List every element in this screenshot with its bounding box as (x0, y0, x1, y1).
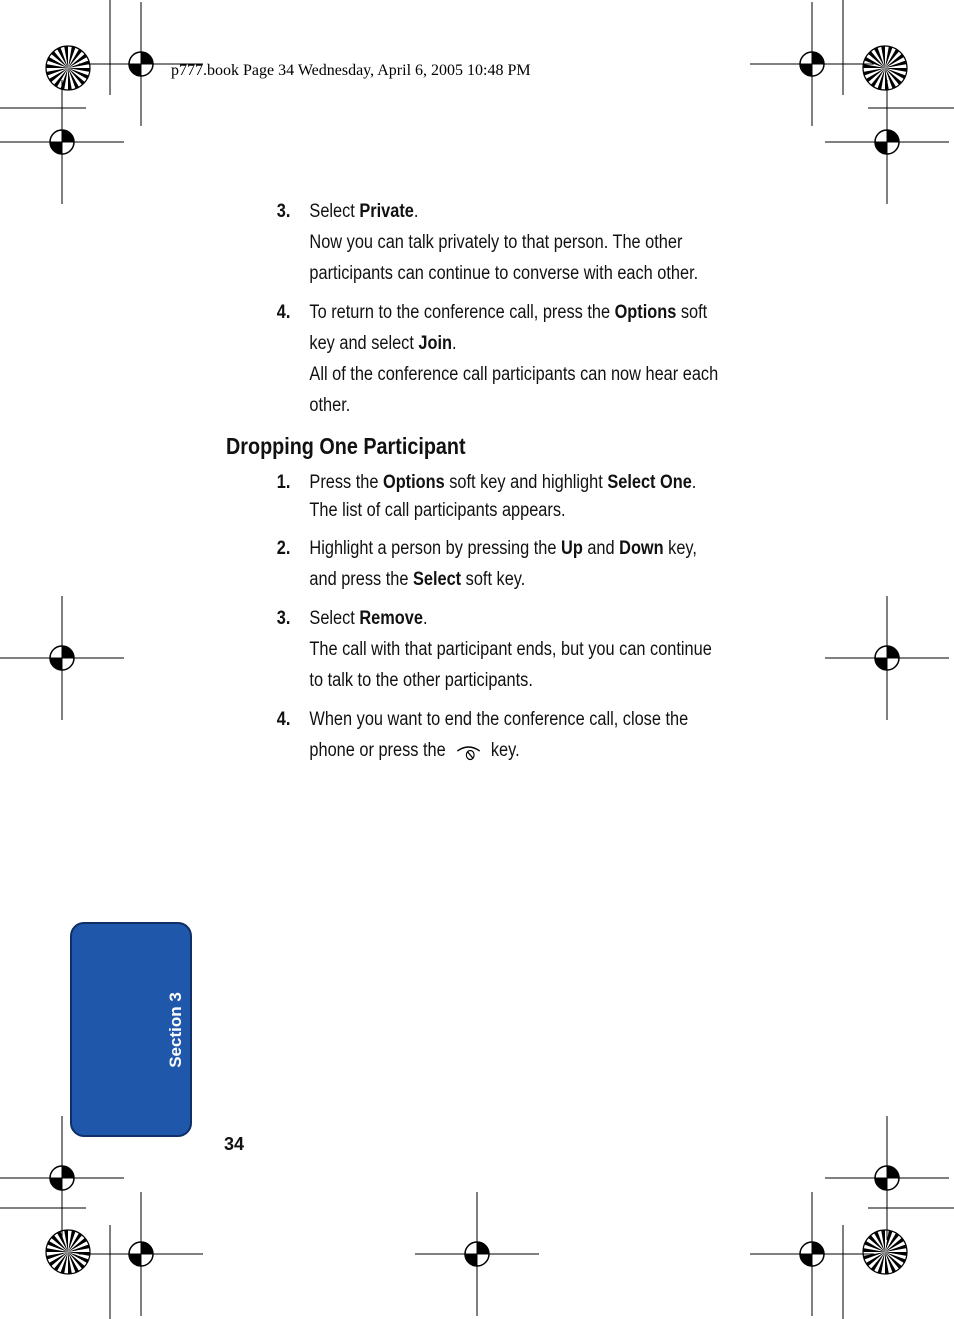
end-call-icon (454, 741, 483, 761)
registration-target-mark (825, 80, 949, 204)
registration-target-mark (750, 2, 874, 126)
step-detail: All of the conference call participants can now hear each (309, 364, 719, 385)
registration-target-mark (750, 1192, 874, 1316)
step-text: Select (309, 608, 360, 629)
step-text: . (452, 333, 457, 354)
step-remove (226, 603, 806, 696)
step-text: . (413, 201, 419, 222)
step-detail: participants can continue to converse with each other. (309, 263, 699, 284)
step-text: key, (663, 538, 697, 559)
step-text: When you want to end the conference call, close the (309, 709, 689, 730)
registration-target-mark (0, 80, 124, 204)
step-number: 3. (276, 608, 291, 629)
step-number: 3. (276, 201, 291, 222)
step-text: phone or press the (309, 740, 451, 761)
step-detail: The call with that participant ends, but you can continue (309, 639, 712, 660)
step-text: soft key. (461, 569, 526, 590)
step-number: 1. (276, 472, 291, 493)
step-select-one (226, 469, 806, 525)
step-number: 4. (276, 709, 291, 730)
step-number: 4. (276, 302, 291, 323)
section-heading: Dropping One Participant (226, 433, 466, 459)
registration-target-mark (0, 596, 124, 720)
step-number: 2. (276, 538, 291, 559)
step-detail: Now you can talk privately to that person. The other (309, 232, 683, 253)
registration-target-mark (825, 596, 949, 720)
step-text: soft key and highlight (444, 472, 608, 493)
step-detail: to talk to the other participants. (309, 670, 533, 691)
step-end-call (226, 704, 806, 766)
step-bold-term: Up (561, 538, 583, 559)
starburst-dial-mark (863, 1230, 907, 1274)
instructions-content (226, 196, 725, 774)
page-number: 34 (224, 1134, 245, 1154)
step-text: and (582, 538, 620, 559)
registration-target-mark (825, 1116, 949, 1240)
registration-target-mark (79, 1192, 203, 1316)
step-bold-term: Private (359, 201, 414, 222)
registration-target-mark (415, 1192, 539, 1316)
step-text: Highlight a person by pressing the (309, 538, 562, 559)
step-bold-term: Options (382, 472, 445, 493)
step-text: Press the (309, 472, 383, 493)
step-bold-term: Remove (359, 608, 423, 629)
step-text: key and select (309, 333, 419, 354)
step-text: Select (309, 201, 360, 222)
step-bold-term: Select (412, 569, 462, 590)
step-text: . (691, 472, 697, 493)
step-bold-term: Select One (607, 472, 692, 493)
print-header-stamp: p777.book Page 34 Wednesday, April 6, 2005 10:48 PM (171, 62, 531, 79)
section-tab-label: Section 3 (166, 992, 185, 1068)
starburst-dial-mark (46, 46, 90, 90)
step-join (226, 297, 806, 421)
step-text: key. (486, 740, 520, 761)
step-bold-term: Down (619, 538, 664, 559)
step-highlight (226, 533, 806, 595)
starburst-dial-mark (863, 46, 907, 90)
step-detail: The list of call participants appears. (309, 500, 566, 521)
step-text: . (422, 608, 428, 629)
starburst-dial-mark (46, 1230, 90, 1274)
step-private (226, 196, 806, 289)
step-text: soft (676, 302, 708, 323)
step-bold-term: Join (418, 333, 453, 354)
step-text: and press the (309, 569, 413, 590)
step-bold-term: Options (614, 302, 677, 323)
step-detail: other. (309, 395, 351, 416)
step-text: To return to the conference call, press the (309, 302, 615, 323)
